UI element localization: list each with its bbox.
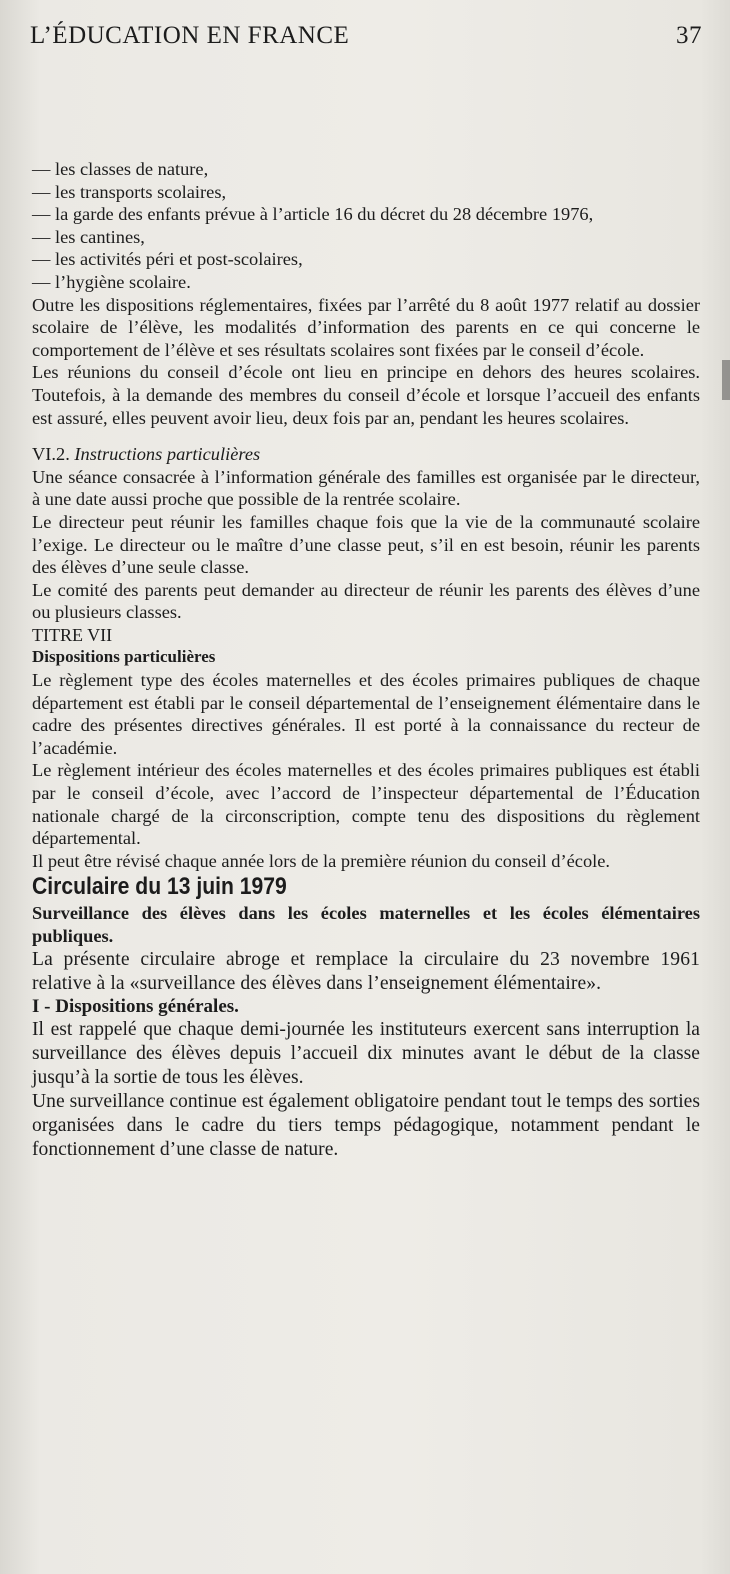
- list-item: — les transports scolaires,: [32, 181, 227, 202]
- paragraph: Il peut être révisé chaque année lors de la première réunion du conseil d’école.: [32, 850, 611, 871]
- page-header: [30, 22, 702, 50]
- page-body: [32, 158, 700, 1162]
- page-edge-mark: [722, 360, 730, 400]
- section-number: VI.2.: [32, 444, 70, 465]
- list-item: — les cantines,: [32, 226, 145, 247]
- section-heading-vi2: [32, 443, 700, 466]
- paragraph: Le règlement intérieur des écoles maternelles et des écoles primaires publiques est établi par le conseil d’école, avec l’accord de l’inspecteur départemental de l’Éducation nationale chargé de la circonscription, compte tenu des dispositions du règlement départemental.: [32, 760, 700, 849]
- paragraph: Une surveillance continue est également obligatoire pendant tout le temps des sorties organisées dans le cadre du tiers temps pédagogique, notamment pendant le fonctionnement d’une classe de nature.: [32, 1091, 700, 1161]
- page-number: 37: [676, 22, 702, 49]
- titre-vii-subheading: Dispositions particulières: [32, 647, 216, 667]
- section-title: Instructions particulières: [74, 444, 261, 465]
- list-item: — la garde des enfants prévue à l’article 16 du décret du 28 décembre 1976,: [32, 204, 594, 225]
- paragraph: Les réunions du conseil d’école ont lieu en principe en dehors des heures scolaires. Toutefois, à la demande des membres du conseil d’école et lorsque l’accueil des enfants est assuré, elles peuvent avoir lieu, deux fois par an, pendant les heures scolaires.: [32, 362, 700, 428]
- paragraph: Une séance consacrée à l’information générale des familles est organisée par le directeur, à une date aussi proche que possible de la rentrée scolaire.: [32, 466, 700, 510]
- running-title: L’ÉDUCATION EN FRANCE: [30, 22, 350, 49]
- activity-list: [32, 158, 700, 294]
- list-item: — les activités péri et post-scolaires,: [32, 249, 303, 270]
- paragraph: Le règlement type des écoles maternelles et des écoles primaires publiques de chaque département est établi par le conseil départemental de l’enseignement élémentaire dans le cadre des présentes directives générales. Il est porté à la connaissance du recteur de l’académie.: [32, 670, 700, 758]
- list-item: — l’hygiène scolaire.: [32, 271, 191, 292]
- paragraph: Outre les dispositions réglementaires, fixées par l’arrêté du 8 août 1977 relatif au dossier scolaire de l’élève, les modalités d’information des parents en ce qui concerne le comportement de l’élève et ses résultats scolaires sont fixées par le conseil d’école.: [32, 294, 700, 360]
- paragraph: Le directeur peut réunir les familles chaque fois que la vie de la communauté scolaire l’exige. Le directeur ou le maître d’une classe peut, s’il en est besoin, réunir les parents des élèves d’une seule classe.: [32, 511, 700, 578]
- titre-vii-heading: TITRE VII: [32, 624, 113, 645]
- list-item: — les classes de nature,: [32, 159, 209, 179]
- circulaire-title: Circulaire du 13 juin 1979: [32, 873, 287, 901]
- paragraph: Il est rappelé que chaque demi-journée les instituteurs exercent sans interruption la surveillance des élèves depuis l’accueil dix minutes avant le début de la classe jusqu’à la sortie de tous les élèves.: [32, 1019, 700, 1089]
- circulaire-intro: La présente circulaire abroge et remplace la circulaire du 23 novembre 1961 relative à la «surveillance des élèves dans l’enseignement élémentaire».: [32, 948, 700, 994]
- circulaire-subtitle: Surveillance des élèves dans les écoles maternelles et les écoles élémentaires publiques.: [32, 903, 700, 946]
- paragraph: Le comité des parents peut demander au directeur de réunir les parents des élèves d’une ou plusieurs classes.: [32, 579, 700, 623]
- section-heading-dispositions-generales: I - Dispositions générales.: [32, 995, 239, 1017]
